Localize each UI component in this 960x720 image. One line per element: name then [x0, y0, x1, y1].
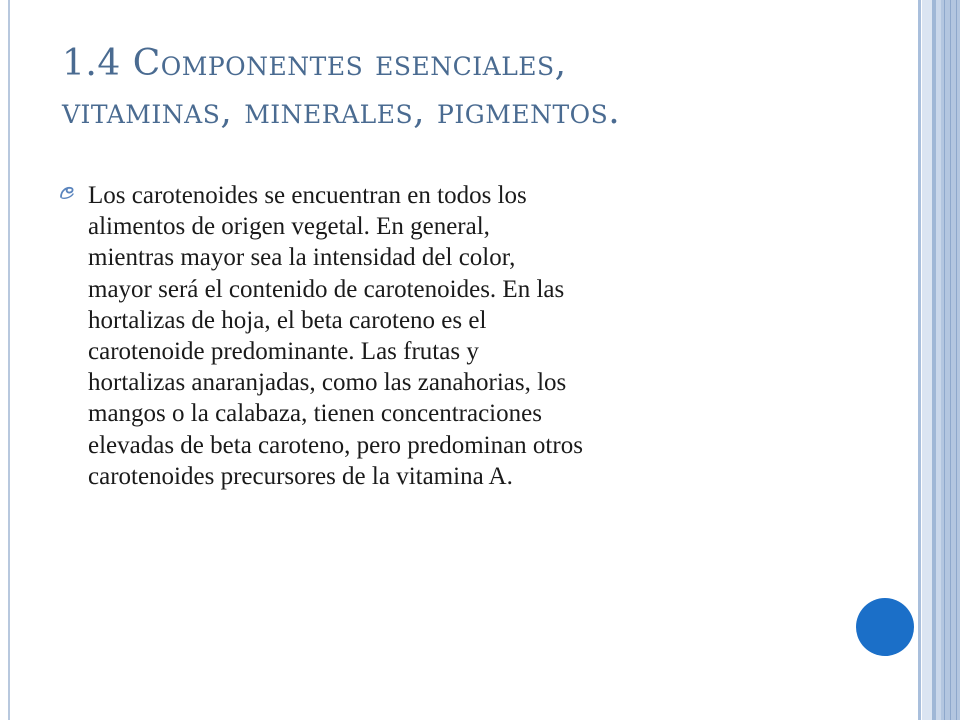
slide-body — [58, 180, 818, 492]
bullet-text-line: hortalizas anaranjadas, como las zanahorias, los — [88, 369, 567, 397]
slide-title-line-1: 1.4 Componentes esenciales, — [62, 43, 567, 84]
slide-title — [62, 40, 902, 136]
swirl-bullet-icon — [58, 182, 76, 204]
right-decor-stripe — [922, 0, 932, 720]
bullet-text-line: carotenoide predominante. Las frutas y — [88, 338, 479, 366]
bullet-text-line: mientras mayor sea la intensidad del color, — [88, 244, 516, 272]
right-decor-line — [944, 0, 945, 720]
bullet-text-line: carotenoides precursores de la vitamina A. — [88, 462, 513, 490]
left-border-rule — [8, 0, 10, 720]
right-decor-line — [950, 0, 951, 720]
bullet-text-line: alimentos de origen vegetal. En general, — [88, 213, 490, 241]
bullet-text-line: Los carotenoides se encuentran en todos los — [88, 182, 527, 209]
bullet-text-line: hortalizas de hoja, el beta caroteno es el — [88, 306, 487, 334]
bullet-text — [88, 180, 818, 492]
bullet-text-line: mangos o la calabaza, tienen concentraciones — [88, 400, 542, 428]
right-decor-stripe — [918, 0, 921, 720]
right-decor-line — [956, 0, 957, 720]
bullet-text-line: mayor será el contenido de carotenoides. En las — [88, 275, 565, 303]
slide-title-line-2: vitaminas, minerales, pigmentos. — [62, 91, 621, 132]
accent-circle — [856, 598, 914, 656]
bullet-text-line: elevadas de beta caroteno, pero predominan otros — [88, 431, 583, 459]
bullet-item — [58, 180, 818, 492]
